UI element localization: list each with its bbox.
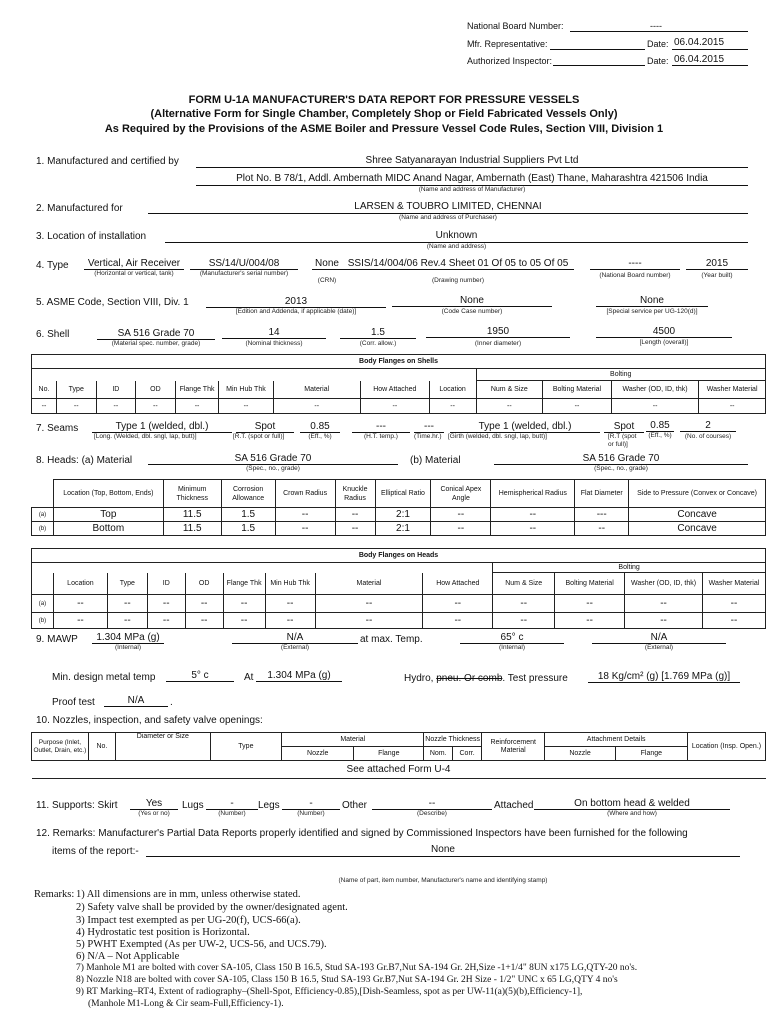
bf-shells-h1: Type: [56, 381, 96, 399]
bf-shells-cell[interactable]: --: [611, 399, 698, 414]
heads-h9: Side to Pressure (Convex or Concave): [629, 480, 766, 508]
test-pressure[interactable]: 18 Kg/cm² (g) [1.769 MPa (g)]: [597, 671, 731, 682]
s3-caption: (Name and address): [426, 243, 487, 250]
s8-label: 8. Heads: (a) Material: [36, 455, 133, 466]
s11-other-cap: (Describe): [417, 810, 447, 817]
ht-time[interactable]: ---: [424, 421, 434, 432]
bf-shells-cell[interactable]: --: [219, 399, 273, 414]
bf-heads-title: Body Flanges on Heads: [32, 549, 766, 563]
date-label-2: Date:: [647, 56, 669, 66]
s9-temp-ext-cap: (External): [644, 644, 674, 651]
bf-shells-h12: Washer Material: [699, 381, 766, 399]
noz-h-reinf: Reinforcement Material: [482, 733, 545, 761]
remark-item: 8) Nozzle N18 are bolted with cover SA-105, Class 150 B 16.5, Stud SA-193 Gr.B7,Nut SA-194 Gr. 2H Size - 1/2" UNC x 65 LG,QTY 4 no's: [76, 975, 618, 985]
girth-rt[interactable]: Spot: [613, 421, 635, 432]
long-eff[interactable]: 0.85: [310, 421, 330, 432]
heads-row-a-tag: (a): [32, 508, 54, 522]
s6-material-cap: (Material spec. number, grade): [111, 340, 201, 347]
s11-lugs-cap: (Number): [218, 810, 246, 817]
bf-heads-cell[interactable]: --: [423, 595, 493, 613]
s7-eff2-cap: (Eff., %): [648, 432, 672, 439]
bf-heads-h1: Type: [107, 573, 147, 595]
partial-reports-value[interactable]: None: [431, 844, 455, 855]
bf-heads-h9: Bolting Material: [555, 573, 625, 595]
bf-shells-h11: Washer (OD, ID, thk): [611, 381, 698, 399]
bf-heads-h2: ID: [147, 573, 185, 595]
heads-cell[interactable]: 2:1: [375, 522, 431, 536]
courses[interactable]: 2: [705, 420, 711, 431]
bf-heads-cell[interactable]: --: [223, 613, 265, 629]
bf-shells-h8: Location: [429, 381, 476, 399]
heads-cell[interactable]: 1.5: [221, 508, 275, 522]
remark-item: 1) All dimensions are in mm, unless otherwise stated.: [76, 889, 301, 900]
remark-item: 5) PWHT Exempted (As per UW-2, UCS-56, and UCS.79).: [76, 939, 327, 950]
heads-cell[interactable]: 1.5: [221, 522, 275, 536]
bf-heads-cell[interactable]: --: [53, 613, 107, 629]
hydro-label: Hydro, pneu. Or comb. Test pressure: [404, 673, 568, 684]
vessel-type[interactable]: Vertical, Air Receiver: [87, 258, 181, 269]
bf-heads-cell[interactable]: --: [423, 613, 493, 629]
s6-len-cap: [Length (overall)]: [639, 339, 689, 346]
head-a-material[interactable]: SA 516 Grade 70: [234, 453, 312, 464]
bf-heads-h3: OD: [185, 573, 223, 595]
s5-label: 5. ASME Code, Section VIII, Div. 1: [36, 297, 189, 308]
bf-heads-h10: Washer (OD, ID, thk): [625, 573, 703, 595]
inspector-label: Authorized Inspector:: [467, 56, 553, 66]
bf-heads-cell[interactable]: --: [315, 613, 423, 629]
heads-row-b-tag: (b): [32, 522, 54, 536]
s7-eff-cap: (Eff., %): [308, 433, 332, 440]
bf-heads-h11: Washer Material: [702, 573, 765, 595]
noz-h-att-nozzle: Nozzle: [545, 747, 615, 761]
code-edition[interactable]: 2013: [284, 296, 308, 307]
bf-shells-h7: How Attached: [360, 381, 429, 399]
mawp-external[interactable]: N/A: [286, 632, 304, 643]
heads-cell[interactable]: --: [275, 508, 335, 522]
noz-h-attach: Attachment Details: [545, 733, 688, 747]
attached-value[interactable]: On bottom head & welded: [574, 798, 690, 809]
bf-heads-cell[interactable]: --: [147, 595, 185, 613]
bf-shells-cell[interactable]: --: [175, 399, 219, 414]
s7-label: 7. Seams: [36, 423, 79, 434]
long-rt[interactable]: Spot: [254, 421, 276, 432]
s7-time-cap: (Time.hr.): [414, 433, 442, 440]
heads-cell[interactable]: Concave: [629, 508, 766, 522]
s6-label: 6. Shell: [36, 329, 70, 340]
bf-shells-cell[interactable]: --: [476, 399, 543, 414]
s5-case-cap: (Code Case number): [441, 308, 503, 315]
noz-h-att-flange: Flange: [615, 747, 687, 761]
bf-heads-h7: How Attached: [423, 573, 493, 595]
noz-h-corr: Corr.: [453, 747, 482, 761]
s2-label: 2. Manufactured for: [36, 203, 123, 214]
bf-heads-cell[interactable]: --: [555, 613, 625, 629]
bf-heads-cell[interactable]: --: [493, 595, 555, 613]
bf-shells-h6: Material: [273, 381, 360, 399]
heads-cell[interactable]: --: [491, 522, 575, 536]
shell-diameter[interactable]: 1950: [486, 326, 510, 337]
bf-heads-bolting: Bolting: [493, 563, 766, 573]
heads-cell[interactable]: Top: [53, 508, 163, 522]
s6-thk-cap: (Nominal thickness): [245, 340, 303, 347]
s8-label-b: (b) Material: [410, 455, 461, 466]
bf-shells-cell[interactable]: --: [32, 399, 57, 414]
remark-item: 6) N/A – Not Applicable: [76, 951, 180, 962]
mfr-date[interactable]: 06.04.2015: [674, 37, 725, 48]
s7-courses-cap: (No. of courses): [684, 433, 732, 440]
s12-caption: (Name of part, item number, Manufacturer's name and identifying stamp): [338, 877, 548, 884]
s5-edition-cap: [Edition and Addenda, if applicable (date)]: [235, 308, 357, 315]
bf-heads-row-b-tag: (b): [32, 613, 54, 629]
date-label-1: Date:: [647, 39, 669, 49]
s6-dia-cap: (Inner diameter): [474, 340, 522, 347]
s4-drawing-cap: (Drawing number): [431, 277, 485, 284]
body-flanges-shells-table: [31, 354, 766, 414]
bf-heads-cell[interactable]: --: [625, 595, 703, 613]
serial-number[interactable]: SS/14/U/004/08: [208, 258, 280, 269]
bf-shells-cell[interactable]: --: [543, 399, 612, 414]
manufacturer-address[interactable]: Plot No. B 78/1, Addl. Ambernath MIDC Anand Nagar, Ambernath (East) Thane, Maharashtra 421506 India: [236, 173, 708, 184]
s5-special-cap: [Special service per UG-120(d)]: [606, 308, 698, 315]
bf-shells-cell[interactable]: --: [96, 399, 136, 414]
purchaser-name[interactable]: LARSEN & TOUBRO LIMITED, CHENNAI: [354, 201, 542, 212]
manufacturer-name[interactable]: Shree Satyanarayan Industrial Suppliers Pvt Ltd: [365, 155, 579, 166]
bf-shells-h9: Num & Size: [476, 381, 543, 399]
s1-label: 1. Manufactured and certified by: [36, 156, 179, 167]
bf-shells-h0: No.: [32, 381, 57, 399]
form-title: FORM U-1A MANUFACTURER'S DATA REPORT FOR PRESSURE VESSELS: [188, 94, 580, 106]
bf-shells-cell[interactable]: --: [699, 399, 766, 414]
legs-label: Legs: [258, 800, 280, 811]
bf-heads-cell[interactable]: --: [493, 613, 555, 629]
nb-number[interactable]: ----: [628, 258, 642, 269]
form-subtitle: (Alternative Form for Single Chamber, Completely Shop or Field Fabricated Vessels Only): [150, 108, 618, 120]
heads-h3: Crown Radius: [275, 480, 335, 508]
head-b-material[interactable]: SA 516 Grade 70: [582, 453, 660, 464]
shell-material[interactable]: SA 516 Grade 70: [117, 328, 195, 339]
heads-cell[interactable]: --: [275, 522, 335, 536]
installation-location[interactable]: Unknown: [435, 230, 478, 241]
heads-cell[interactable]: --: [335, 508, 375, 522]
temp-internal[interactable]: 65° c: [500, 632, 524, 643]
s8-mat-b-cap: (Spec., no., grade): [594, 465, 648, 472]
mdmt-pressure[interactable]: 1.304 MPa (g): [267, 670, 331, 681]
bf-heads-cell[interactable]: --: [185, 595, 223, 613]
shell-thickness[interactable]: 14: [268, 327, 280, 338]
s11-skirt-cap: (Yes or no): [138, 810, 170, 817]
bf-shells-h4: Flange Thk: [175, 381, 219, 399]
bf-heads-cell[interactable]: --: [147, 613, 185, 629]
drawing-number[interactable]: SSIS/14/004/06 Rev.4 Sheet 01 Of 05 to 05 Of 05: [347, 258, 569, 269]
heads-cell[interactable]: 11.5: [163, 522, 221, 536]
s10-label: 10. Nozzles, inspection, and safety valve openings:: [36, 715, 263, 726]
bf-shells-h2: ID: [96, 381, 136, 399]
heads-cell[interactable]: 11.5: [163, 508, 221, 522]
shell-corrosion[interactable]: 1.5: [371, 327, 385, 338]
remark-item: 4) Hydrostatic test position is Horizontal.: [76, 927, 250, 938]
noz-h-no: No.: [88, 733, 115, 761]
heads-h1: Minimum Thickness: [163, 480, 221, 508]
noz-h-nom: Nom.: [424, 747, 453, 761]
heads-h8: Flat Diameter: [575, 480, 629, 508]
heads-h2: Corrosion Allowance: [221, 480, 275, 508]
s9-temp-int-cap: (Internal): [498, 644, 525, 651]
long-seam[interactable]: Type 1 (welded, dbl.): [115, 421, 209, 432]
heads-cell[interactable]: ---: [575, 508, 629, 522]
bf-heads-cell[interactable]: --: [265, 595, 315, 613]
noz-h-thk: Nozzle Thickness: [424, 733, 482, 747]
mdmt-value[interactable]: 5° c: [191, 670, 209, 681]
mawp-internal[interactable]: 1.304 MPa (g): [96, 632, 160, 643]
remark-item: 9) RT Marking–RT4, Extent of radiography–(Shell-Spot, Efficiency-0.85),[Dish-Seamless, spot as per UW-11(a)(5)(b),Efficiency-1],: [76, 987, 583, 997]
heads-h5: Elliptical Ratio: [375, 480, 431, 508]
bf-heads-h6: Material: [315, 573, 423, 595]
s1-caption: (Name and address of Manufacturer): [418, 186, 526, 193]
bf-heads-cell[interactable]: --: [555, 595, 625, 613]
bf-heads-cell[interactable]: --: [107, 613, 147, 629]
s4-year-cap: (Year built): [701, 272, 733, 279]
shell-length[interactable]: 4500: [652, 326, 676, 337]
s9-internal-cap: (Internal): [114, 644, 141, 651]
bf-heads-cell[interactable]: --: [702, 595, 765, 613]
bf-heads-h5: Min Hub Thk: [265, 573, 315, 595]
s4-nb-cap: (National Board number): [599, 272, 671, 279]
inspector-date[interactable]: 06.04.2015: [674, 54, 725, 65]
other-label: Other: [342, 800, 368, 811]
heads-cell[interactable]: --: [575, 522, 629, 536]
mfr-rep-label: Mfr. Representative:: [467, 39, 548, 49]
heads-h0: Location (Top, Bottom, Ends): [53, 480, 163, 508]
skirt-value[interactable]: Yes: [145, 798, 163, 809]
national-board-value[interactable]: ----: [650, 21, 662, 31]
heads-table: [31, 479, 766, 536]
bf-heads-h0: Location: [53, 573, 107, 595]
s7-rt-cap: [R.T. (spot or full)]: [233, 433, 285, 440]
heads-cell[interactable]: 2:1: [375, 508, 431, 522]
s7-rt2-cap: [R.T (spot or full)]: [608, 433, 637, 448]
proof-test-value[interactable]: N/A: [127, 695, 145, 706]
lugs-label: Lugs: [182, 800, 204, 811]
temp-external[interactable]: N/A: [650, 632, 668, 643]
s4-serial-cap: (Manufacturer's serial number): [199, 270, 289, 277]
s7-ht-cap: (H.T. temp.): [364, 433, 398, 440]
bf-shells-cell[interactable]: --: [429, 399, 476, 414]
bf-heads-cell[interactable]: --: [107, 595, 147, 613]
bf-heads-cell[interactable]: --: [702, 613, 765, 629]
s12-line1: 12. Remarks: Manufacturer's Partial Data Reports properly identified and signed by Commissioned Inspectors have been furnished for the following: [36, 828, 688, 839]
heads-cell[interactable]: --: [491, 508, 575, 522]
bf-heads-cell[interactable]: --: [625, 613, 703, 629]
s11-legs-cap: (Number): [297, 810, 325, 817]
s3-label: 3. Location of installation: [36, 231, 147, 242]
s9-external-cap: (External): [280, 644, 310, 651]
bf-heads-h8: Num & Size: [493, 573, 555, 595]
nozzle-note[interactable]: See attached Form U-4: [32, 761, 766, 779]
s7-long-cap: [Long. (Welded, dbl. sngl, lap, butt)]: [94, 433, 197, 440]
girth-eff[interactable]: 0.85: [650, 420, 670, 431]
attached-label: Attached: [494, 800, 534, 811]
noz-h-loc: Location (Insp. Open.): [687, 733, 765, 761]
noz-h-type: Type: [210, 733, 282, 761]
s4-crn-cap: (CRN): [317, 277, 337, 284]
s9-label: 9. MAWP: [36, 634, 78, 645]
heads-h6: Conical Apex Angle: [431, 480, 491, 508]
heads-cell[interactable]: Concave: [629, 522, 766, 536]
code-case[interactable]: None: [460, 295, 484, 306]
bf-shells-h5: Min Hub Thk: [219, 381, 273, 399]
lugs-value[interactable]: -: [230, 798, 234, 809]
noz-h-material: Material: [282, 733, 424, 747]
bf-heads-cell[interactable]: --: [315, 595, 423, 613]
s11-label: 11. Supports: Skirt: [36, 800, 118, 811]
form-provision: As Required by the Provisions of the ASME Boiler and Pressure Vessel Code Rules, Section VIII, Division 1: [104, 123, 664, 135]
remark-item: 3) Impact test exempted as per UG-20(f), UCS-66(a).: [76, 915, 301, 926]
bf-shells-bolting: Bolting: [476, 369, 765, 381]
remark-item: (Manhole M1-Long & Cir seam-Full,Efficiency-1).: [88, 999, 284, 1009]
bf-heads-cell[interactable]: --: [185, 613, 223, 629]
legs-value[interactable]: -: [309, 798, 313, 809]
bf-heads-h4: Flange Thk: [223, 573, 265, 595]
mdmt-at: At: [244, 672, 254, 683]
remarks-label: Remarks:: [34, 889, 75, 900]
heads-cell[interactable]: --: [335, 522, 375, 536]
bf-heads-row-a-tag: (a): [32, 595, 54, 613]
crn-value[interactable]: None: [315, 258, 339, 269]
mdmt-label: Min. design metal temp: [52, 672, 156, 683]
heads-h7: Hemispherical Radius: [491, 480, 575, 508]
heads-h4: Knuckle Radius: [335, 480, 375, 508]
body-flanges-heads-table: [31, 548, 766, 629]
girth-seam[interactable]: Type 1 (welded, dbl.): [478, 421, 572, 432]
noz-h-mat-flange: Flange: [354, 747, 424, 761]
s12-line2: items of the report:-: [52, 846, 139, 857]
s2-caption: (Name and address of Purchaser): [399, 214, 497, 221]
s11-attached-cap: (Where and how): [607, 810, 657, 817]
remark-item: 2) Safety valve shall be provided by the owner/designated agent.: [76, 902, 348, 913]
proof-test-label: Proof test: [52, 697, 95, 708]
s9-at-temp: at max. Temp.: [360, 634, 423, 645]
s7-girth-cap: [Girth (welded, dbl. sngl, lap, butt)]: [448, 433, 547, 440]
s8-mat-a-cap: (Spec., no., grade): [246, 465, 300, 472]
other-value[interactable]: --: [428, 798, 436, 809]
heads-cell[interactable]: --: [431, 508, 491, 522]
remark-item: 7) Manhole M1 are bolted with cover SA-105, Class 150 B 16.5, Stud SA-193 Gr.B7,Nut SA-194 Gr. 2H,Size -1+1/4" 8UN x175 LG,QTY-20 no's.: [76, 963, 638, 973]
bf-heads-cell[interactable]: --: [265, 613, 315, 629]
bf-heads-cell[interactable]: --: [223, 595, 265, 613]
noz-h-dia: Diameter or Size: [116, 733, 210, 761]
nozzles-table: [31, 732, 766, 779]
s4-type-cap: (Horizontal or vertical, tank): [94, 270, 174, 277]
noz-h-mat-nozzle: Nozzle: [282, 747, 354, 761]
bf-shells-title: Body Flanges on Shells: [32, 355, 766, 369]
year-built[interactable]: 2015: [705, 258, 729, 269]
bf-shells-cell[interactable]: --: [273, 399, 360, 414]
s6-corr-cap: (Corr. allow.): [359, 340, 397, 347]
heads-cell[interactable]: --: [431, 522, 491, 536]
bf-shells-cell[interactable]: --: [360, 399, 429, 414]
national-board-label: National Board Number:: [467, 21, 564, 31]
bf-shells-h3: OD: [136, 381, 176, 399]
bf-shells-h10: Bolting Material: [543, 381, 612, 399]
noz-h-purpose: Purpose (Inlet, Outlet, Drain, etc.): [32, 733, 89, 761]
special-service[interactable]: None: [640, 295, 664, 306]
bf-shells-cell[interactable]: --: [56, 399, 96, 414]
s4-label: 4. Type: [36, 260, 69, 271]
ht-temp[interactable]: ---: [376, 421, 386, 432]
heads-cell[interactable]: Bottom: [53, 522, 163, 536]
bf-heads-cell[interactable]: --: [53, 595, 107, 613]
bf-shells-cell[interactable]: --: [136, 399, 176, 414]
